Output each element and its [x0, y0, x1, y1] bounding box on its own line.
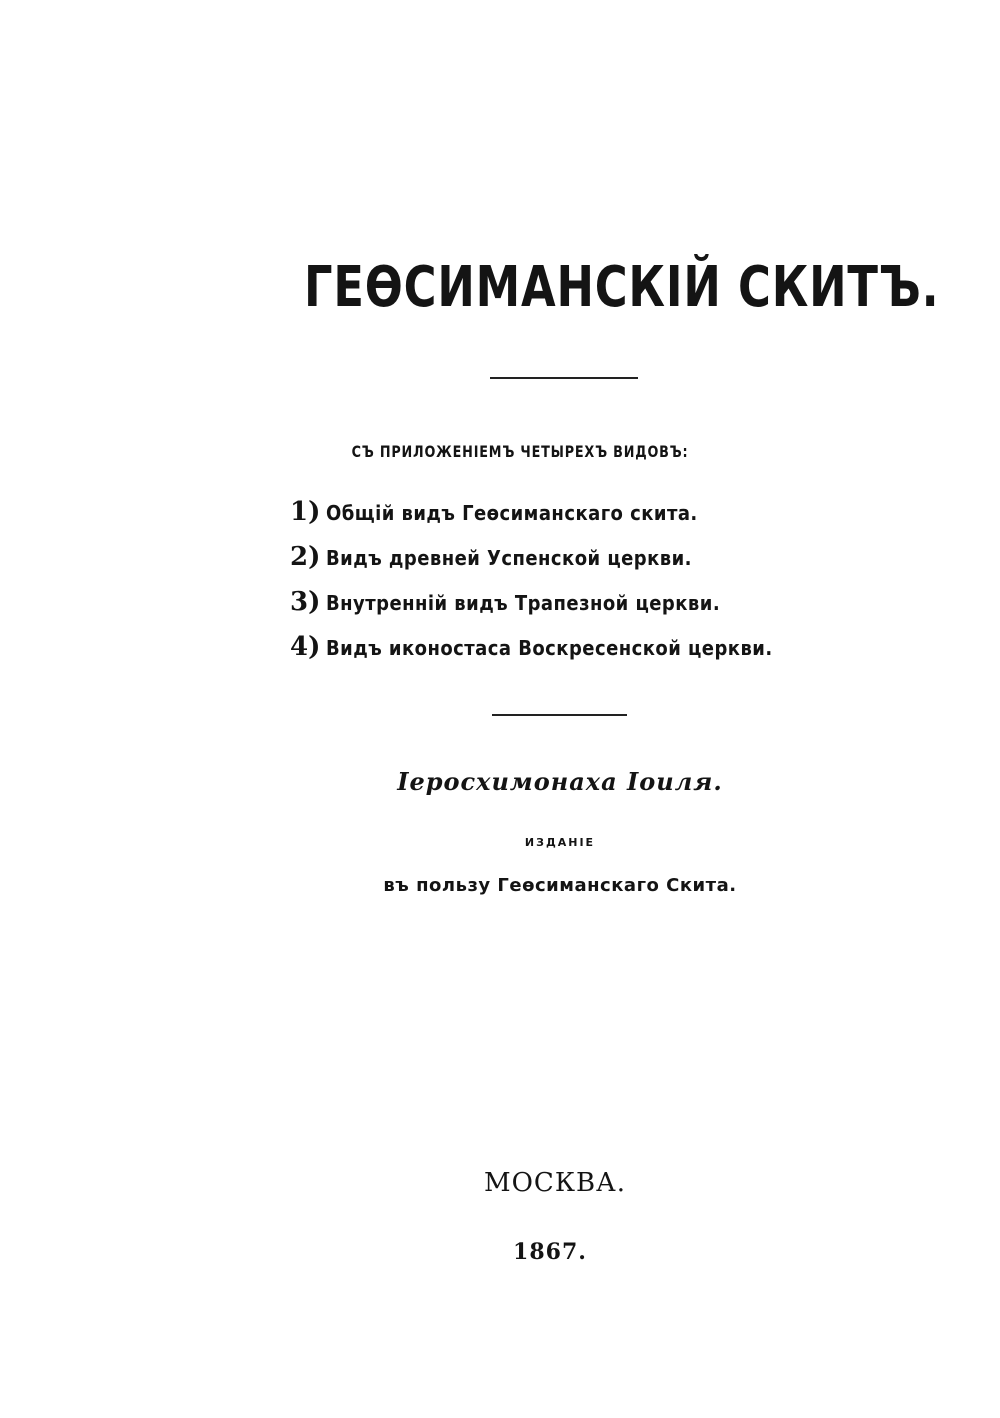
- subtitle: СЪ ПРИЛОЖЕНІЕМЪ ЧЕТЫРЕХЪ ВИДОВЪ:: [351, 442, 689, 461]
- divider-rule-bottom: [492, 714, 627, 716]
- edition-label: ИЗДАНІЕ: [524, 836, 596, 849]
- list-item: [290, 584, 890, 629]
- imprint-city: МОСКВА.: [483, 1168, 626, 1198]
- list-item: [290, 494, 890, 539]
- edition-purpose: въ пользу Геѳсиманскаго Скита.: [383, 875, 737, 896]
- list-item-number: 2): [290, 542, 321, 572]
- author-line: Іеросхимонаха Іоиля.: [397, 767, 723, 796]
- page-title: ГЕѲСИМАНСКІЙ СКИТЪ.: [304, 255, 940, 320]
- imprint-year: 1867.: [513, 1239, 587, 1265]
- list-item-text: Видъ иконостаса Воскресенской церкви.: [326, 636, 774, 660]
- list-item-number: 4): [290, 632, 321, 662]
- list-item: [290, 539, 890, 584]
- divider-rule-top: [490, 377, 638, 379]
- list-item-text: Видъ древней Успенской церкви.: [326, 546, 693, 570]
- list-item: [290, 629, 890, 674]
- views-list: [290, 494, 890, 674]
- list-item-number: 1): [290, 497, 321, 527]
- list-item-number: 3): [290, 587, 321, 617]
- list-item-text: Общій видъ Геѳсиманскаго скита.: [326, 501, 699, 525]
- list-item-text: Внутренній видъ Трапезной церкви.: [326, 591, 721, 615]
